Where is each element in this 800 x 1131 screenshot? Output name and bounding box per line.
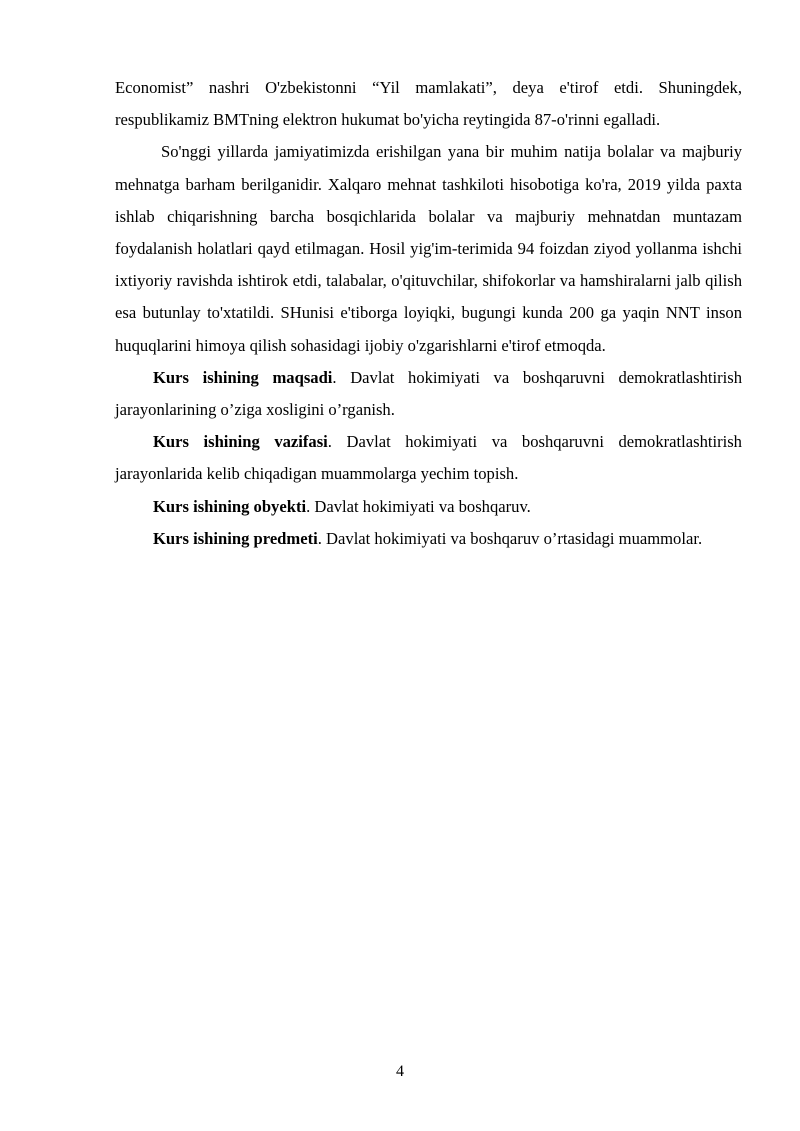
section-subject-text: . Davlat hokimiyati va boshqaruv o’rtasidagi muammolar.	[317, 528, 703, 548]
section-goal-text: . Davlat hokimiyati va boshqaruvni demokratlashtirish jarayonlarining o’ziga xosligini o’rganish.	[115, 367, 743, 420]
section-object-heading: Kurs ishining obyekti	[153, 496, 307, 516]
page-number: 4	[396, 1063, 404, 1080]
section-goal-heading: Kurs ishining maqsadi	[153, 367, 333, 387]
paragraph-economist: Economist” nashri O'zbekistonni “Yil mamlakati”, deya e'tirof etdi. Shuningdek, respublikamiz BMTning elektron hukumat bo'yicha reytingida 87-o'rinni egalladi.	[115, 78, 742, 130]
section-goal	[115, 362, 742, 426]
paragraph-child-labor: So'nggi yillarda jamiyatimizda erishilgan yana bir muhim natija bolalar va majburiy mehnatga barham berilganidir. Xalqaro mehnat tashkiloti hisobotiga ko'ra, 2019 yilda paxta ishlab chiqarishning barcha bosqichlarida bolalar va majburiy mehnatdan muntazam foydalanish holatlari qayd etilmagan. Hosil yig'im-terimida 94 foizdan ziyod yollanma ishchi ixtiyoriy ravishda ishtirok etdi, talabalar, o'qituvchilar, shifokorlar va hamshiralarni jalb qilish esa butunlay to'xtatildi. SHunisi e'tiborga loyiqki, bugungi kunda 200 ga yaqin NNT inson huquqlarini himoya qilish sohasidagi ijobiy o'zgarishlarni e'tirof etmoqda.	[115, 142, 742, 355]
section-task-text: . Davlat hokimiyati va boshqaruvni demokratlashtirish jarayonlarida kelib chiqadigan muammolarga yechim topish.	[115, 432, 742, 484]
section-object	[115, 491, 742, 523]
section-subject	[115, 523, 742, 555]
document-body	[115, 72, 742, 555]
section-task	[115, 426, 742, 490]
section-task-heading: Kurs ishining vazifasi	[153, 432, 328, 452]
section-subject-heading: Kurs ishining predmeti	[153, 528, 318, 548]
section-object-text: . Davlat hokimiyati va boshqaruv.	[306, 496, 531, 516]
